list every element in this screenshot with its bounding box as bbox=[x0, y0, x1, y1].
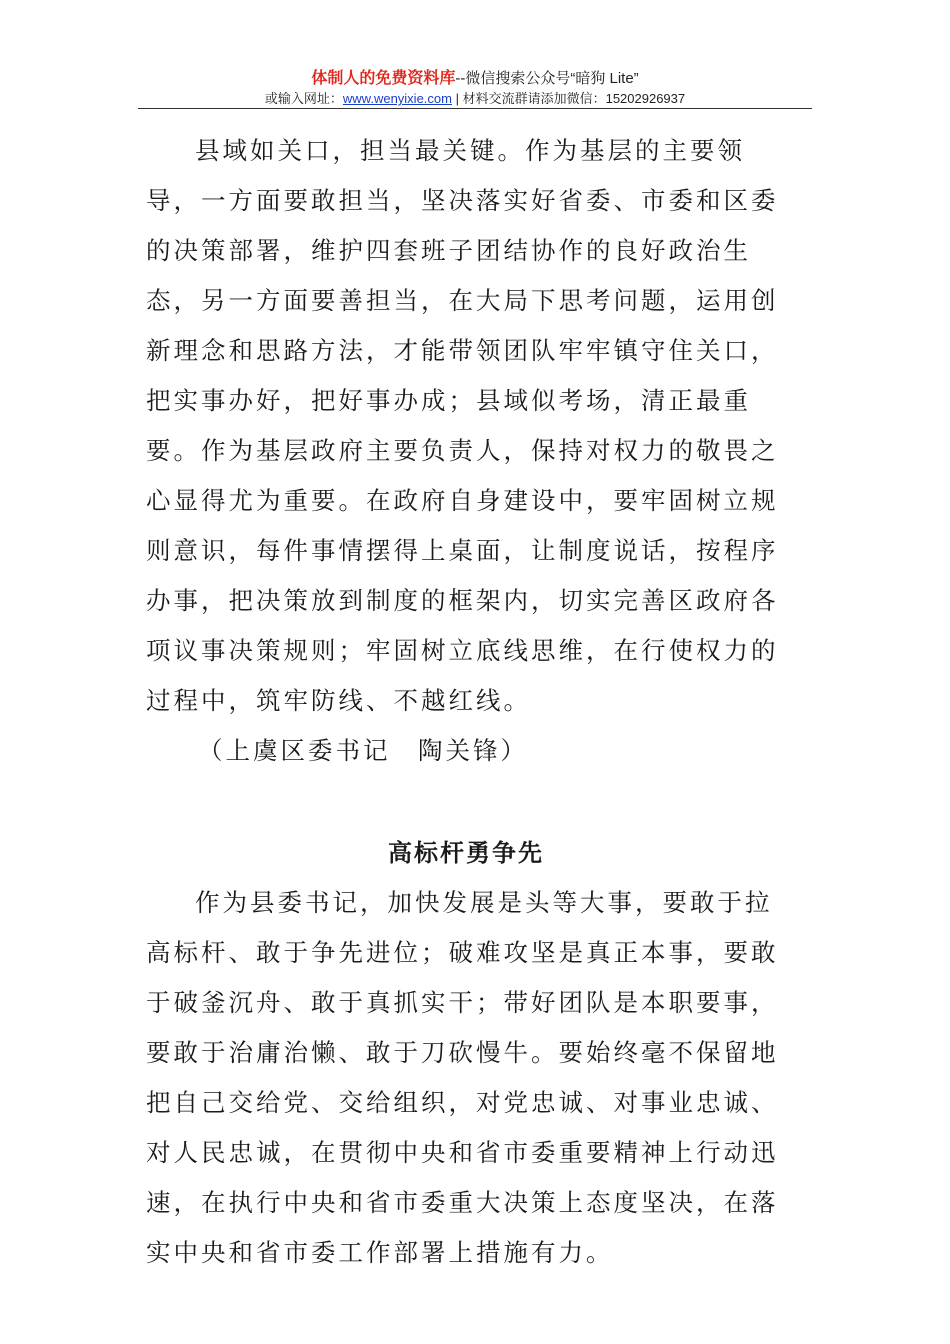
url-prefix: 或输入网址： bbox=[264, 91, 343, 106]
header-tagline: --微信搜索公众号“暗狗 Lite” bbox=[455, 70, 639, 87]
header-contact: | 材料交流群请添加微信：15202926937 bbox=[451, 91, 686, 106]
page-header bbox=[138, 68, 812, 108]
header-brand-line bbox=[138, 68, 812, 90]
article-body bbox=[146, 126, 786, 1278]
section-title: 高标杆勇争先 bbox=[388, 839, 544, 867]
website-link[interactable]: www.wenyixie.com bbox=[342, 91, 452, 106]
brand-name: 体制人的免费资料库 bbox=[311, 70, 456, 87]
header-url-line bbox=[138, 90, 812, 108]
author-attribution: （上虞区委书记 陶关锋） bbox=[198, 736, 528, 765]
paragraph-2: 作为县委书记，加快发展是头等大事，要敢于拉高标杆、敢于争先进位；破难攻坚是真正本事，要敢于破釜沉舟、敢于真抓实干；带好团队是本职要事，要敢于治庸治懒、敢于刀砍慢牛。要始终毫不保留地把自己交给党、交给组织，对党忠诚、对事业忠诚、对人民忠诚，在贯彻中央和省市委重要精神上行动迅速，在执行中央和省市委重大决策上态度坚决，在落实中央和省市委工作部署上措施有力。 bbox=[146, 888, 779, 1267]
header-divider bbox=[138, 108, 812, 109]
paragraph-1: 县域如关口，担当最关键。作为基层的主要领导，一方面要敢担当，坚决落实好省委、市委和区委的决策部署，维护四套班子团结协作的良好政治生态，另一方面要善担当，在大局下思考问题，运用创新理念和思路方法，才能带领团队牢牢镇守住关口，把实事办好，把好事办成；县域似考场，清正最重要。作为基层政府主要负责人，保持对权力的敬畏之心显得尤为重要。在政府自身建设中，要牢固树立规则意识，每件事情摆得上桌面，让制度说话，按程序办事，把决策放到制度的框架内，切实完善区政府各项议事决策规则；牢固树立底线思维，在行使权力的过程中，筑牢防线、不越红线。 bbox=[146, 136, 779, 715]
